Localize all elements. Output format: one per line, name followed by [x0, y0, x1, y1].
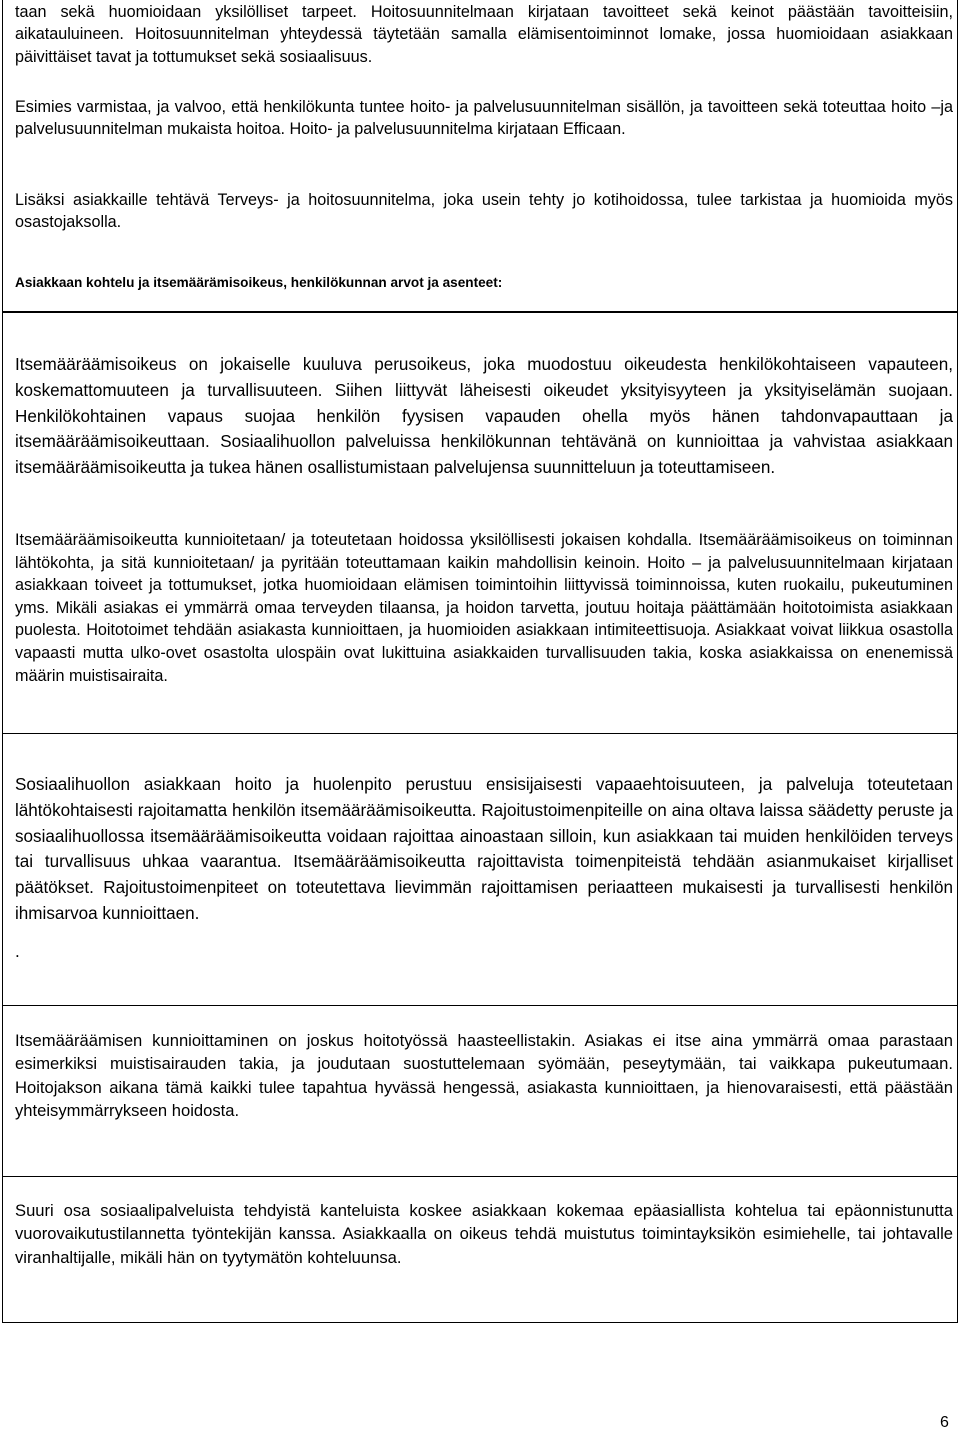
section-box-4 — [2, 1005, 958, 1177]
page-number: 6 — [940, 1414, 949, 1431]
paragraph-respecting-autonomy: Itsemääräämisoikeutta kunnioitetaan/ ja toteutetaan hoidossa yksilöllisesti jokaisen kohdalla. Itsemääräämisoikeus on toiminnan lähtökohta, ja sitä kunnioitetaan/ ja pyritään toteuttamaan kaikin mahdollisin keinoin. Hoito – ja palvelusuunnitelmaan kirjataan asiakkaan toiveet ja tottumukset, jotka huomioidaan elämisen toimintoihin liittyvissä toiminnoissa, kuten ruokailu, pukeutuminen yms. Mikäli asiakas ei ymmärrä omaa terveyden tilaansa, ja hoidon tarvetta, joutuu hoitaja päättämään hoitotoimista asiakkaan puolesta. Hoitotoimet tehdään asiakasta kunnioittaen, ja huomioiden asiakkaan intimiteettisuoja. Asiakkaat voivat liikkua osastolla vapaasti mutta ulko-ovet osastolta ulospäin ovat lukittuina asiakkaiden turvallisuuden takia, koska asiakkaissa on enenemissä määrin muistisairaita. — [15, 531, 953, 685]
paragraph-complaints: Suuri osa sosiaalipalveluista tehdyistä kanteluista koskee asiakkaan kokemaa epäasiallista kohtelua tai epäonnistunutta vuorovaikutustilannetta työntekijän kanssa. Asiakkaalla on oikeus tehdä muistutus toimintayksikön esimiehelle, tai johtavalle viranhaltijalle, mikäli hän on tyytymätön kohteluunsa. — [15, 1201, 953, 1267]
paragraph-dot: . — [15, 942, 20, 961]
paragraph-care-plan: taan sekä huomioidaan yksilölliset tarpeet. Hoitosuunnitelmaan kirjataan tavoitteet sekä keinot päästään tavoitteisiin, aikatauluineen. Hoitosuunnitelman yhteydessä täytetään samalla elämisentoiminnot lomake, jossa huomioidaan asiakkaan päivittäiset tavat ja tottumukset sekä sosiaalisuus. — [15, 3, 953, 66]
paragraph-restrictions: Sosiaalihuollon asiakkaan hoito ja huolenpito perustuu ensisijaisesti vapaaehtoisuuteen, ja palveluja toteutetaan lähtökohtaisesti rajoitamatta henkilön itsemääräämisoikeutta. Rajoitustoimenpiteille on aina oltava laissa säädetty peruste ja sosiaalihuollossa itsemääräämisoikeutta voidaan rajoittaa ainoastaan silloin, kun asiakkaan tai muiden henkilöiden terveys tai turvallisuus uhkaa vaarantua. Itsemääräämisoikeutta rajoittavista toimenpiteistä tehdään asianmukaiset kirjalliset päätökset. Rajoitustoimenpiteet on toteutettava lievimmän rajoittamisen periaatteen mukaisesti ja turvallisesti henkilön ihmisarvoa kunnioittaen. — [15, 775, 953, 923]
section-box-3 — [2, 733, 958, 1006]
section-box-2 — [2, 312, 958, 734]
section-heading: Asiakkaan kohtelu ja itsemäärämisoikeus, henkilökunnan arvot ja asenteet: — [15, 275, 503, 290]
paragraph-self-determination: Itsemääräämisoikeus on jokaiselle kuuluva perusoikeus, joka muodostuu oikeudesta henkilökohtaiseen vapauteen, koskemattomuuteen ja turvallisuuteen. Siihen liittyvät läheisesti oikeudet yksityisyyteen ja yksityiselämän suojaan. Henkilökohtainen vapaus suojaa henkilön fyysisen vapauden ohella myös hänen tahdonvapauttaan ja itsemääräämisoikeuttaan. Sosiaalihuollon palveluissa henkilökunnan tehtävänä on kunnioittaa ja vahvistaa asiakkaan itsemääräämisoikeutta ja tukea hänen osallistumistaan palvelujensa suunnitteluun ja toteuttamiseen. — [15, 355, 953, 478]
paragraph-supervisor: Esimies varmistaa, ja valvoo, että henkilökunta tuntee hoito- ja palvelusuunnitelman sisällön, ja tavoitteen sekä toteuttaa hoito –ja palvelusuunnitelman mukaista hoitoa. Hoito- ja palvelusuunnitelma kirjataan Efficaan. — [15, 98, 953, 139]
paragraph-challenges: Itsemääräämisen kunnioittaminen on joskus hoitotyössä haasteellistakin. Asiakas ei itse aina ymmärrä omaa parastaan esimerkiksi muistisairauden takia, ja joudutaan suostuttelemaan syömään, peseytymään, tai vaikkapa pukeutumaan. Hoitojakson aikana tämä kaikki tulee tapahtua hyvässä hengessä, asiakasta kunnioittaen, ja hienovaraisesti, että päästään yhteisymmärrykseen hoidosta. — [15, 1031, 953, 1121]
paragraph-health-plan: Lisäksi asiakkaille tehtävä Terveys- ja hoitosuunnitelma, joka usein tehty jo kotihoidossa, tulee tarkistaa ja huomioida myös osastojaksolla. — [15, 191, 953, 232]
section-box-5 — [2, 1176, 958, 1323]
section-box-1 — [2, 0, 958, 312]
